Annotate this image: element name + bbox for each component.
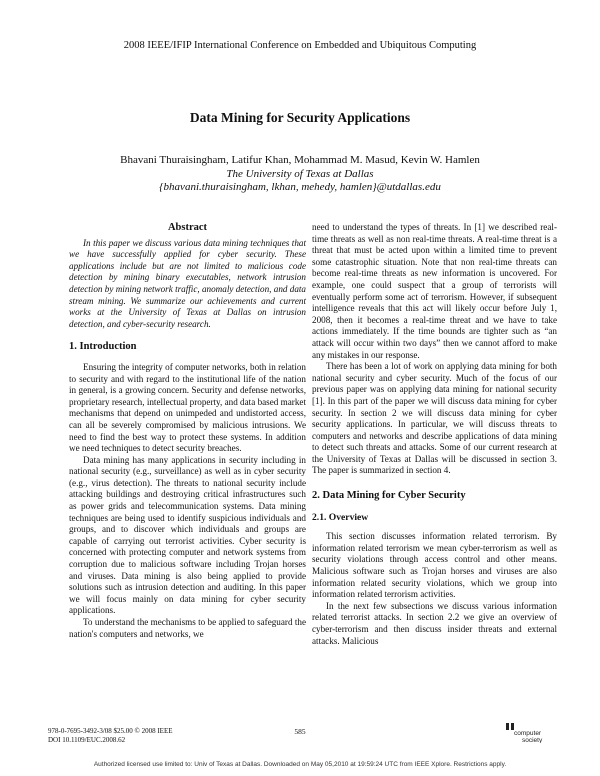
- footer-isbn: 978-0-7695-3492-3/08 $25.00 © 2008 IEEE: [48, 727, 173, 735]
- overview-paragraph-1: This section discusses information related terrorism. By information related terrorism we mean cyber-terrorism as well as security violations through access control and other means. Malicious software such as Trojan horses and viruses are also information related security violations, which we group into information related terrorism activities.: [312, 531, 557, 600]
- intro-paragraph-2: Data mining has many applications in security including in national security (e.g., surveillance) as well as in cyber security (e.g., virus detection). The threats to national security include attacking buildings and destroying critical infrastructures such as power grids and telecommunication systems. Data mining techniques are being used to identify suspicious individuals and groups, and to discover which individuals and groups are capable of carrying out terrorist activities. Cyber security is concerned with protecting computer and network systems from corruption due to malicious software including Trojan horses and viruses. Data mining is also being applied to provide solutions such as intrusion detection and auditing. In this paper we will focus mainly on data mining for cyber security applications.: [69, 454, 306, 616]
- subsection-2-1-heading: 2.1. Overview: [312, 511, 369, 523]
- abstract-text: In this paper we discuss various data mining techniques that we have successfully applied for cyber security. These applications include but are not limited to malicious code detection by mining binary executables, network intrusion detection by mining network traffic, anomaly detection, and data stream mining. We summarize our achievements and current works at the University of Texas at Dallas on intrusion detection, and cyber-security research.: [69, 237, 306, 329]
- left-column: [69, 222, 306, 640]
- intro-paragraph-4: There has been a lot of work on applying data mining for both national security and cyber security. Much of the focus of our previous paper was on applying data mining for national security [1]. In this part of the paper we will discuss data mining for cyber security. In section 2 we will discuss data mining for cyber security applications. In particular, we will discuss threats to computers and networks and describe applications of data mining to detect such threats and attacks. Some of our current research at the University of Texas at Dallas will be discussed in section 3. The paper is summarized in section 4.: [312, 361, 557, 476]
- footer-doi: DOI 10.1109/EUC.2008.62: [48, 736, 126, 744]
- intro-paragraph-3-continued: need to understand the types of threats. In [1] we described real-time threats as well as non real-time threats. A real-time threat is a threat that must be acted upon within a limited time to prevent some catastrophic situation. Note that non real-time threats can become real-time threats as new information is uncovered. For example, one could suspect that a group of terrorists will eventually perform some act of terrorism. However, if subsequent intelligence reveals that this act will likely occur before July 1, 2008, then it becomes a real-time threat and we have to take actions immediately. If the time bounds are tighter such as “an attack will occur within two days” then we cannot afford to make any mistakes in our response.: [312, 222, 557, 360]
- authorized-use-notice: Authorized licensed use limited to: Univ of Texas at Dallas. Downloaded on May 05,2010 at 19:59:24 UTC from IEEE Xplore. Restrictions apply.: [93, 761, 507, 768]
- right-column: [312, 222, 557, 647]
- logo-text-bottom: society: [522, 737, 543, 743]
- section-1-heading: 1. Introduction: [69, 341, 137, 353]
- paper-authors: Bhavani Thuraisingham, Latifur Khan, Mohammad M. Masud, Kevin W. Hamlen: [120, 154, 480, 166]
- section-2-heading: 2. Data Mining for Cyber Security: [312, 490, 466, 502]
- intro-paragraph-1: Ensuring the integrity of computer networks, both in relation to security and with regard to the institutional life of the nation in general, is a growing concern. Security and defense networks, proprietary research, intellectual property, and data based market mechanisms that depend on unimpeded and undistorted access, can all be severely compromised by malicious intrusions. We need to find the best way to protect these systems. In addition we need techniques to detect security breaches.: [69, 361, 306, 454]
- logo-bar-2: [511, 723, 514, 730]
- overview-paragraph-2: In the next few subsections we discuss various information related terrorist attacks. In section 2.2 we give an overview of cyber-terrorism and then discuss insider threats and external attacks. Malicious: [312, 600, 557, 646]
- paper-email: {bhavani.thuraisingham, lkhan, mehedy, hamlen}@utdallas.edu: [159, 181, 441, 193]
- logo-text-top: computer: [514, 730, 542, 737]
- paper-title: Data Mining for Security Applications: [189, 110, 411, 125]
- conference-header: 2008 IEEE/IFIP International Conference on Embedded and Ubiquitous Computing: [123, 40, 477, 51]
- page-number: 585: [294, 727, 306, 736]
- abstract-heading: Abstract: [167, 222, 208, 233]
- logo-bar-1: [506, 723, 509, 730]
- computer-society-logo: [500, 721, 560, 743]
- intro-paragraph-3: To understand the mechanisms to be applied to safeguard the nation's computers and networks, we: [69, 617, 306, 639]
- paper-affiliation: The University of Texas at Dallas: [226, 168, 374, 180]
